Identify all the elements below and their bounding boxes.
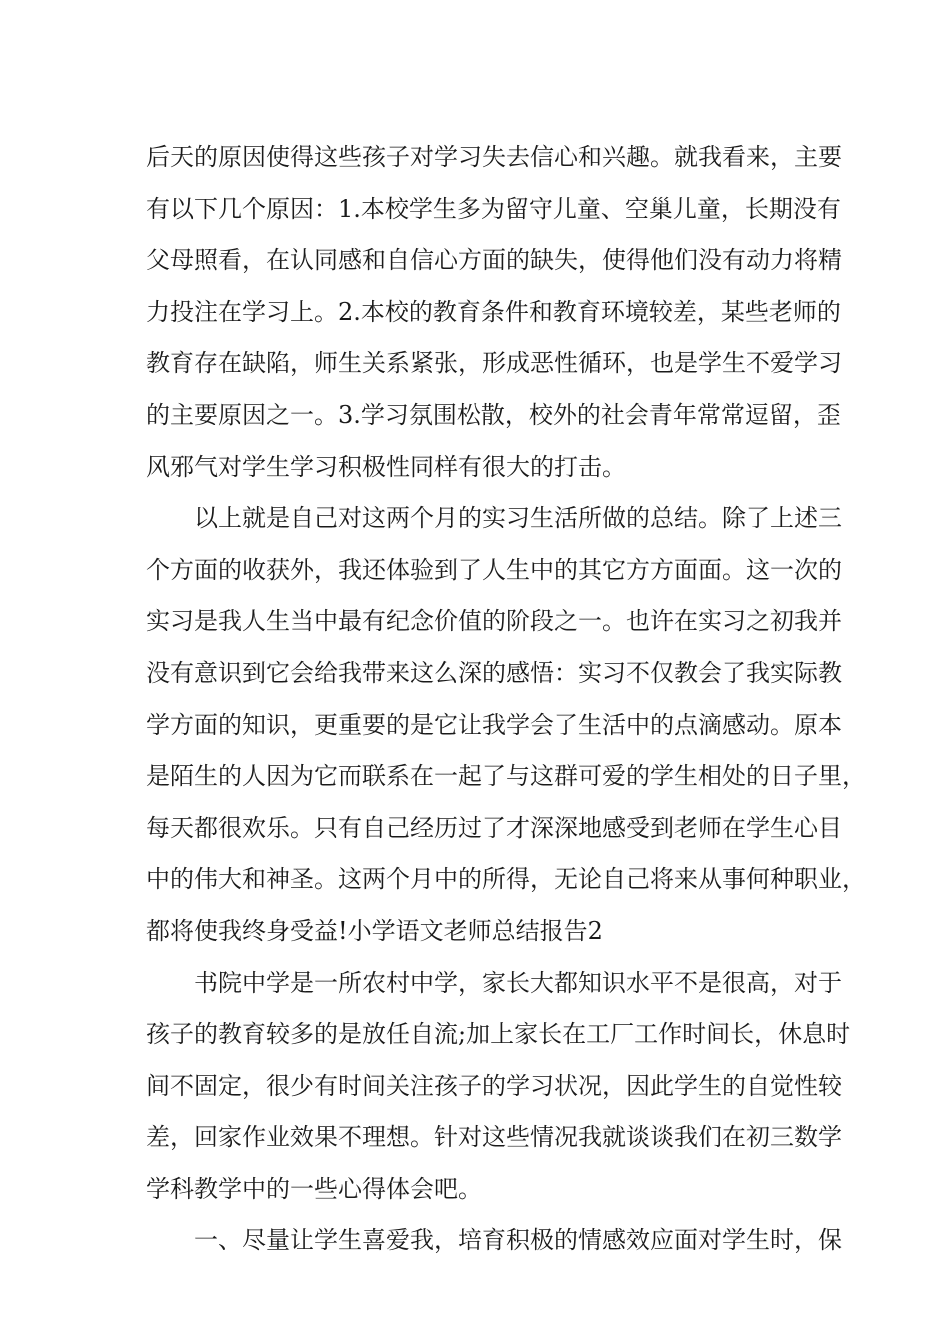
- text-line: 个方面的收获外，我还体验到了人生中的其它方方面面。这一次的: [146, 555, 842, 584]
- text-line: 风邪气对学生学习积极性同样有很大的打击。: [146, 452, 626, 481]
- text-line: 孩子的教育较多的是放任自流;加上家长在工厂工作时间长，休息时: [146, 1020, 851, 1049]
- text-line: 教育存在缺陷，师生关系紧张，形成恶性循环，也是学生不爱学习: [146, 349, 842, 378]
- text-line: 间不固定，很少有时间关注孩子的学习状况，因此学生的自觉性较: [146, 1071, 842, 1100]
- text-line: 有以下几个原因：1.本校学生多为留守儿童、空巢儿童，长期没有: [146, 194, 841, 223]
- text-line: 每天都很欢乐。只有自己经历过了才深深地感受到老师在学生心目: [146, 813, 842, 842]
- text-line: 学科教学中的一些心得体会吧。: [146, 1174, 482, 1203]
- paragraph: [146, 958, 851, 1216]
- paragraph: [146, 1215, 842, 1267]
- text-line: 以上就是自己对这两个月的实习生活所做的总结。除了上述三: [194, 504, 842, 533]
- text-line: 实习是我人生当中最有纪念价值的阶段之一。也许在实习之初我并: [146, 607, 842, 636]
- document-body: [146, 132, 866, 1267]
- text-line: 书院中学是一所农村中学，家长大都知识水平不是很高，对于: [194, 968, 842, 997]
- text-line: 是陌生的人因为它而联系在一起了与这群可爱的学生相处的日子里，: [146, 762, 866, 791]
- paragraph: [146, 493, 866, 957]
- text-line: 的主要原因之一。3.学习氛围松散，校外的社会青年常常逗留，歪: [146, 400, 841, 429]
- text-line: 差，回家作业效果不理想。针对这些情况我就谈谈我们在初三数学: [146, 1123, 842, 1152]
- text-line: 没有意识到它会给我带来这么深的感悟：实习不仅教会了我实际教: [146, 658, 842, 687]
- text-line: 一、尽量让学生喜爱我，培育积极的情感效应面对学生时，保: [194, 1226, 842, 1255]
- paragraph: [146, 132, 842, 493]
- text-line: 后天的原因使得这些孩子对学习失去信心和兴趣。就我看来，主要: [146, 143, 842, 171]
- text-line: 学方面的知识，更重要的是它让我学会了生活中的点滴感动。原本: [146, 710, 842, 739]
- text-line: 父母照看，在认同感和自信心方面的缺失，使得他们没有动力将精: [146, 246, 842, 275]
- text-line: 都将使我终身受益!小学语文老师总结报告2: [146, 916, 603, 945]
- text-line: 中的伟大和神圣。这两个月中的所得，无论自己将来从事何种职业，: [146, 865, 866, 894]
- text-line: 力投注在学习上。2.本校的教育条件和教育环境较差，某些老师的: [146, 297, 841, 326]
